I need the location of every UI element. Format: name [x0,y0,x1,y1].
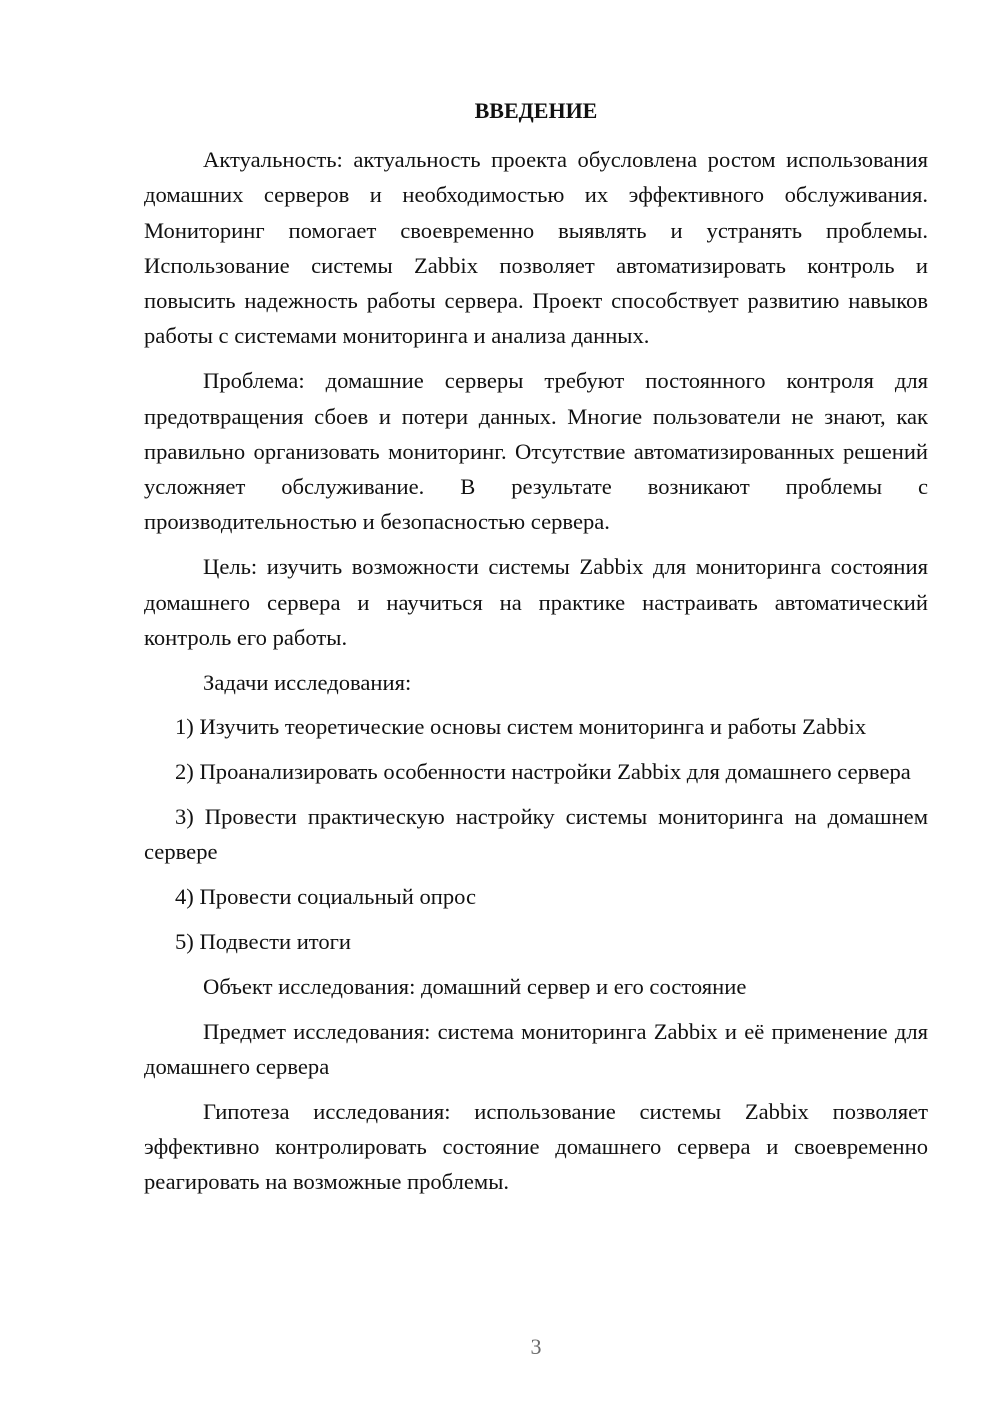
paragraph-hypothesis: Гипотеза исследования: использование системы Zabbix позволяет эффективно контролировать состояние домашнего сервера и своевременно реагировать на возможные проблемы. [144,1098,928,1195]
paragraph-subject: Предмет исследования: система мониторинга Zabbix и её применение для домашнего сервера [144,1018,928,1079]
task-item-4: 4) Провести социальный опрос [175,884,477,910]
section-title: ВВЕДЕНИЕ [474,98,598,123]
paragraph-relevance: Актуальность: актуальность проекта обусловлена ростом использования домашних серверов и необходимостью их эффективного обслуживания. Мониторинг помогает своевременно выявлять и устранять проблемы. Использование системы Zabbix позволяет автоматизировать контроль и повысить надежность работы сервера. Проект способствует развитию навыков работы с системами мониторинга и анализа данных. [144,147,928,349]
task-item-2: 2) Проанализировать особенности настройки Zabbix для домашнего сервера [175,759,911,785]
paragraph-tasks-heading: Задачи исследования: [203,669,412,695]
paragraph-goal: Цель: изучить возможности системы Zabbix для мониторинга состояния домашнего сервера и научиться на практике настраивать автоматический контроль его работы. [144,554,928,650]
body-text [144,142,928,1209]
task-item-1: 1) Изучить теоретические основы систем мониторинга и работы Zabbix [175,714,867,740]
paragraph-problem: Проблема: домашние серверы требуют постоянного контроля для предотвращения сбоев и потери данных. Многие пользователи не знают, как правильно организовать мониторинг. Отсутствие автоматизированных решений усложняет обслуживание. В результате возникают проблемы с производительностью и безопасностью сервера. [144,368,928,535]
paragraph-object: Объект исследования: домашний сервер и его состояние [203,973,747,999]
page-number: 3 [530,1334,542,1359]
task-item-3: 3) Провести практическую настройку системы мониторинга на домашнем сервере [144,804,928,865]
task-item-5: 5) Подвести итоги [175,928,352,954]
